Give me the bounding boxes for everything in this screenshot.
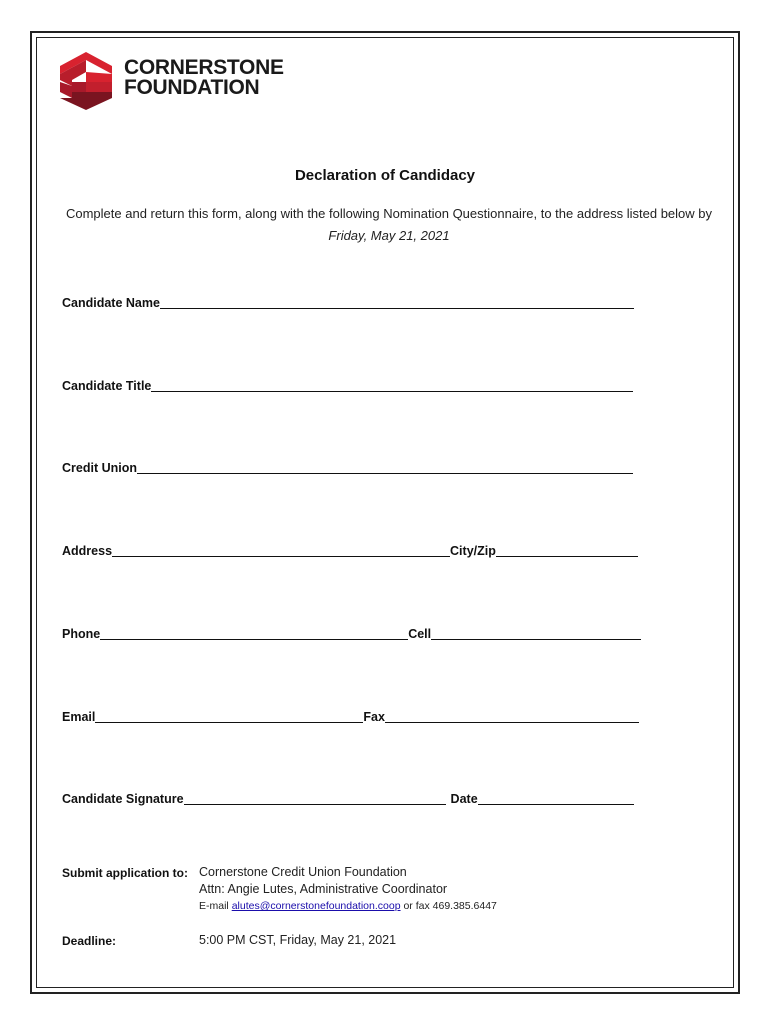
submit-address — [199, 864, 497, 915]
phone-input-line[interactable] — [100, 627, 408, 640]
email-input-line[interactable] — [95, 710, 363, 723]
signature-field — [62, 792, 634, 806]
cell-input-line[interactable] — [431, 627, 641, 640]
candidate-title-field — [62, 379, 633, 393]
submit-attn-line: Attn: Angie Lutes, Administrative Coordinator — [199, 882, 448, 896]
city-zip-input-line[interactable] — [496, 544, 638, 557]
form-title: Declaration of Candidacy — [294, 167, 476, 184]
fax-input-line[interactable] — [385, 710, 639, 723]
candidate-name-field — [62, 296, 634, 310]
logo-wordmark — [124, 58, 284, 98]
candidate-name-label: Candidate Name — [62, 296, 160, 310]
fax-label: Fax — [363, 710, 385, 724]
signature-input-line[interactable] — [184, 792, 446, 805]
deadline-value: 5:00 PM CST, Friday, May 21, 2021 — [199, 933, 397, 947]
logo-line-1: CORNERSTONE — [124, 56, 284, 79]
deadline-label: Deadline: — [62, 934, 117, 948]
candidate-title-label: Candidate Title — [62, 379, 152, 393]
candidate-name-input-line[interactable] — [160, 296, 634, 309]
submit-org-line: Cornerstone Credit Union Foundation — [199, 865, 407, 879]
email-field — [62, 710, 639, 724]
cornerstone-logo — [60, 52, 300, 112]
address-field — [62, 544, 638, 558]
city-zip-label: City/Zip — [450, 544, 496, 558]
submit-contact-line — [199, 898, 497, 915]
intro-paragraph — [62, 203, 716, 247]
candidate-title-input-line[interactable] — [151, 379, 633, 392]
cell-label: Cell — [408, 627, 432, 641]
signature-label: Candidate Signature — [62, 792, 184, 806]
logo-line-2: FOUNDATION — [124, 76, 260, 99]
date-label: Date — [450, 792, 478, 806]
phone-label: Phone — [62, 627, 101, 641]
submit-label: Submit application to: — [62, 866, 188, 880]
intro-due-date: Friday, May 21, 2021 — [328, 228, 450, 243]
email-prefix: E-mail — [199, 900, 229, 912]
credit-union-input-line[interactable] — [137, 461, 633, 474]
cornerstone-logo-mark-icon — [60, 52, 112, 110]
intro-text: Complete and return this form, along with the following Nomination Questionnaire, to the address listed below by — [65, 206, 712, 221]
phone-field — [62, 627, 641, 641]
date-input-line[interactable] — [478, 792, 634, 805]
address-label: Address — [62, 544, 113, 558]
credit-union-field — [62, 461, 633, 475]
email-label: Email — [62, 710, 96, 724]
credit-union-label: Credit Union — [62, 461, 137, 475]
fax-text: or fax 469.385.6447 — [403, 900, 497, 912]
address-input-line[interactable] — [112, 544, 450, 557]
submit-email-link[interactable]: alutes@cornerstonefoundation.coop — [231, 900, 401, 912]
